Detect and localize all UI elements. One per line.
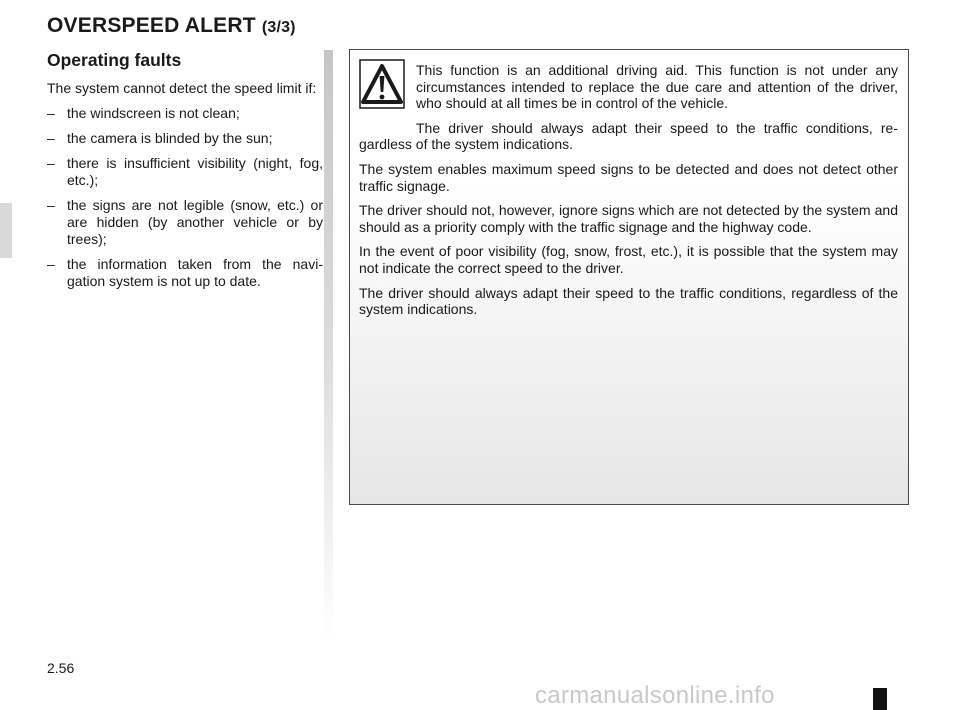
intro-text: The system cannot detect the speed limit if: — [47, 80, 317, 96]
watermark-text: carmanualsonline.info — [535, 682, 775, 709]
warning-paragraph: The system enables maximum speed signs to be detected and does not detect other traffic signage. — [359, 160, 898, 194]
warning-paragraph: The driver should always adapt their speed to the traffic conditions, re-gardless of the system indications. — [359, 119, 898, 153]
warning-paragraph: The driver should always adapt their speed to the traffic conditions, regardless of the system indications. — [359, 284, 898, 318]
list-item — [47, 256, 323, 290]
page-number: 2.56 — [47, 660, 75, 676]
list-dash: – — [47, 197, 55, 213]
faults-list — [47, 105, 323, 290]
chapter-tab — [0, 203, 12, 258]
title-text: OVERSPEED ALERT — [47, 14, 256, 37]
warning-triangle-icon — [359, 59, 405, 109]
page-title — [47, 14, 296, 38]
list-item-text: the camera is blinded by the sun; — [67, 130, 273, 146]
list-item-text: the windscreen is not clean; — [67, 105, 240, 121]
column-divider — [324, 50, 333, 640]
title-part: (3/3) — [261, 19, 296, 36]
warning-paragraph: In the event of poor visibility (fog, snow, frost, etc.), it is possible that the system may not indicate the correct speed to the driver. — [359, 243, 898, 276]
operating-faults-section — [47, 49, 323, 298]
list-item-text: there is insufficient visibility (night, fog, etc.); — [67, 155, 323, 188]
list-item — [47, 155, 323, 189]
list-dash: – — [47, 155, 55, 171]
list-item — [47, 130, 323, 147]
warning-lead-text: This function is an additional driving aid. This function is not under any circumstances intended to replace the due care and attention of the driver, who should at all times be in control of the vehicle. — [416, 62, 898, 112]
list-dash: – — [47, 130, 55, 146]
list-item-text: the signs are not legible (snow, etc.) or are hidden (by another vehicle or by trees); — [67, 197, 323, 247]
list-dash: – — [47, 105, 55, 121]
section-heading: Operating faults — [47, 50, 182, 70]
list-item — [47, 197, 323, 248]
corner-mark — [873, 688, 887, 710]
list-item — [47, 105, 323, 122]
warning-paragraph: The driver should not, however, ignore signs which are not detected by the system and should as a priority comply with the traffic signage and the highway code. — [359, 202, 898, 235]
list-dash: – — [47, 256, 55, 272]
list-item-text: the information taken from the navi-gation system is not up to date. — [67, 256, 323, 289]
warning-box — [349, 49, 909, 505]
